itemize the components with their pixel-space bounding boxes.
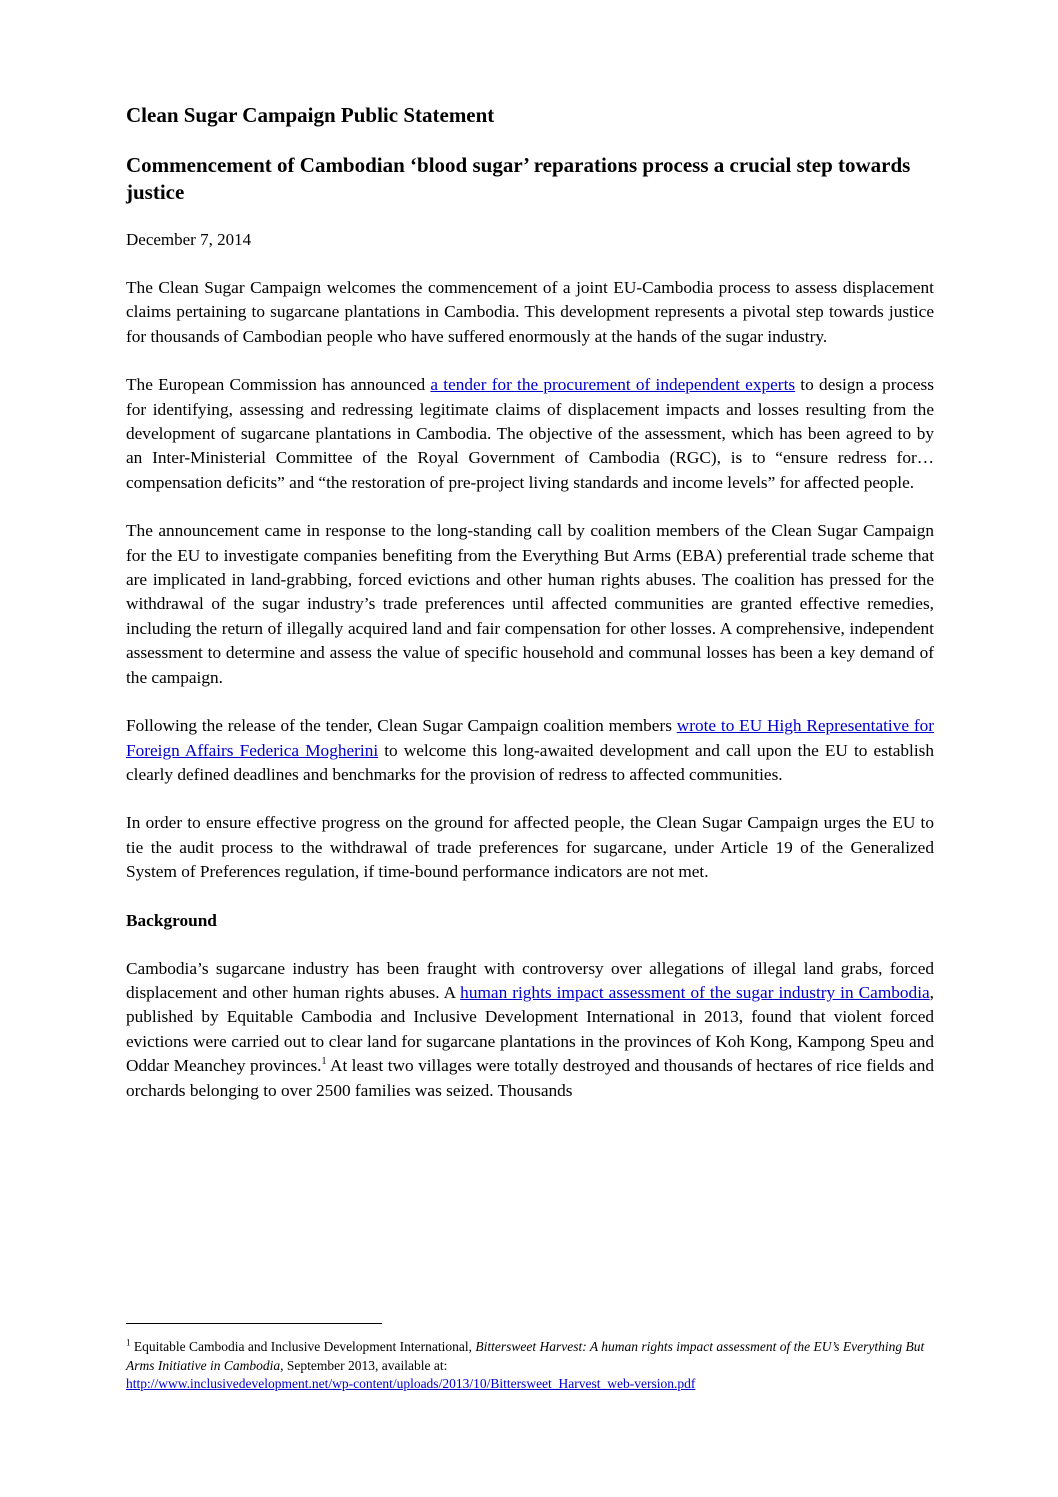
headline: Commencement of Cambodian ‘blood sugar’ reparations process a crucial step towards justice: [126, 153, 911, 204]
text: Cambodia’s sugarcane industry has been fraught with controversy over allegations of illegal land grabs, forced displacement and other human rights abuses. A: [126, 958, 934, 1002]
tender-link[interactable]: a tender for the procurement of independent experts: [430, 375, 796, 395]
mogherini-letter-link[interactable]: wrote to EU High Representative for Foreign Affairs Federica Mogherini: [126, 716, 934, 760]
document-title: Clean Sugar Campaign Public Statement: [126, 103, 495, 127]
background-heading: Background: [126, 910, 217, 930]
text: to welcome this long-awaited development and call upon the EU to establish clearly defined deadlines and benchmarks for the provision of redress to affected communities.: [126, 740, 935, 784]
footnote-italic-title: Bittersweet Harvest: A human rights impact assessment of the EU’s Everything But Arms Initiative in Cambodia: [126, 1339, 925, 1373]
text: , published by Equitable Cambodia and Inclusive Development International in 2013, found that violent forced evictions were carried out to clear land for sugarcane plantations in the provinces of Koh Kong, Kampong Speu and Oddar Meanchey provinces.: [126, 982, 934, 1076]
text: The European Commission has announced: [126, 375, 431, 395]
paragraph-urges: In order to ensure effective progress on the ground for affected people, the Clean Sugar Campaign urges the EU to tie the audit process to the withdrawal of trade preferences for sugarcane, under Article 19 of the Generalized System of Preferences regulation, if time-bound performance indicators are not met.: [126, 813, 934, 882]
footnote-divider: [126, 1323, 382, 1324]
statement-date: December 7, 2014: [126, 230, 252, 249]
paragraph-tender: [126, 373, 934, 495]
paragraph-background: [126, 957, 934, 1103]
document-page: [126, 100, 934, 1103]
text: Following the release of the tender, Clean Sugar Campaign coalition members: [126, 716, 677, 736]
paragraph-intro: The Clean Sugar Campaign welcomes the commencement of a joint EU-Cambodia process to assess displacement claims pertaining to sugarcane plantations in Cambodia. This development represents a pivotal step towards justice for thousands of Cambodian people who have suffered enormously at the hands of the sugar industry.: [126, 278, 934, 346]
footnote-reference[interactable]: 1: [321, 1056, 327, 1068]
paragraph-letter: [126, 714, 934, 787]
footnote-number: 1: [126, 1337, 131, 1348]
impact-assessment-link[interactable]: human rights impact assessment of the sugar industry in Cambodia: [460, 982, 930, 1002]
paragraph-announcement: The announcement came in response to the long-standing call by coalition members of the Clean Sugar Campaign for the EU to investigate companies benefiting from the Everything But Arms (EBA) preferential trade scheme that are implicated in land-grabbing, forced evictions and other human rights abuses. The coalition has pressed for the withdrawal of the sugar industry’s trade preferences until affected communities are granted effective remedies, including the return of illegally acquired land and fair compensation for other losses. A comprehensive, independent assessment to determine and assess the value of specific household and communal losses has been a key demand of the campaign.: [126, 521, 934, 687]
text: At least two villages were totally destroyed and thousands of hectares of rice fields and orchards belonging to over 2500 families was seized. Thousands: [126, 1056, 934, 1100]
footnote-url-link[interactable]: http://www.inclusivedevelopment.net/wp-content/uploads/2013/10/Bittersweet_Harvest_web-version.pdf: [126, 1376, 696, 1391]
text: to design a process for identifying, assessing and redressing legitimate claims of displacement impacts and losses resulting from the development of sugarcane plantations in Cambodia. The objective of the assessment, which has been agreed to by an Inter-Ministerial Committee of the Royal Government of Cambodia (RGC), is to “ensure redress for…compensation deficits” and “the restoration of pre-project living standards and income levels” for affected people.: [126, 375, 934, 492]
footnote: [126, 1338, 934, 1394]
footnote-text: , September 2013, available at:: [280, 1357, 448, 1373]
footnote-text: Equitable Cambodia and Inclusive Development International,: [130, 1339, 476, 1354]
